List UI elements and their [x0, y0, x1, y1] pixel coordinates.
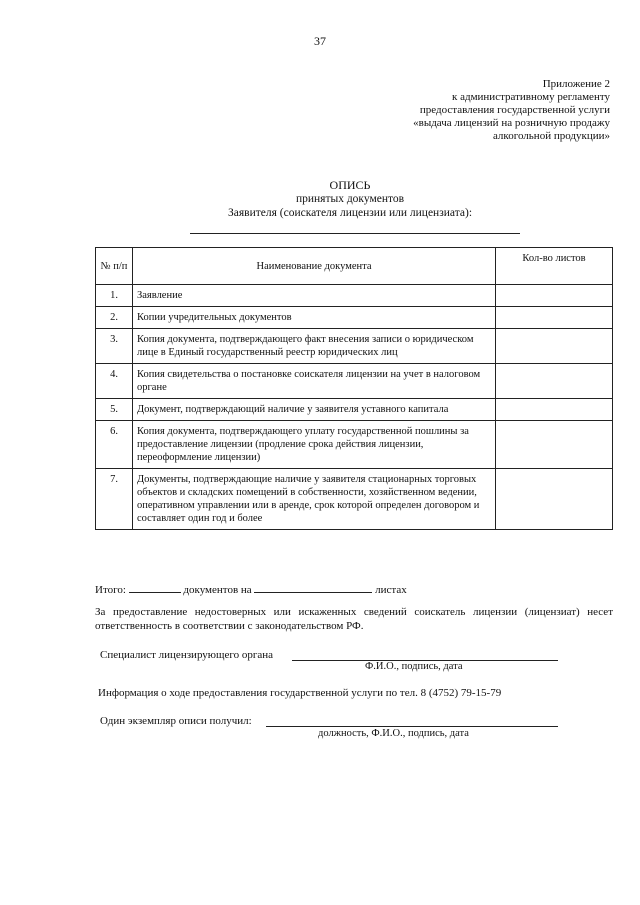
row-count[interactable] [496, 307, 613, 329]
table-row [96, 329, 613, 364]
row-count[interactable] [496, 329, 613, 364]
row-num: 6. [96, 421, 133, 469]
row-count[interactable] [496, 421, 613, 469]
applicant-label: Заявителя (соискателя лицензии или лицензиата): [227, 207, 473, 219]
sheets-count-field[interactable] [254, 582, 372, 593]
row-num: 2. [96, 307, 133, 329]
applicant-input-line[interactable] [190, 233, 520, 234]
responsibility-note: За предоставление недостоверных или искаженных сведений соискатель лицензии (лицензиат) несет ответственность в соответствии с законодательством РФ. [95, 606, 613, 632]
copy-received-hint: должность, Ф.И.О., подпись, дата [318, 728, 469, 739]
row-num: 5. [96, 399, 133, 421]
docs-count-field[interactable] [129, 582, 181, 593]
page-number: 37 [314, 34, 326, 48]
row-num: 7. [96, 469, 133, 530]
row-name: Заявление [133, 285, 496, 307]
appendix-line: к административному регламенту [452, 91, 610, 103]
appendix-line: предоставления государственной услуги [419, 104, 610, 116]
table-row [96, 307, 613, 329]
row-count[interactable] [496, 469, 613, 530]
header-name: Наименование документа [133, 248, 496, 285]
page-title: ОПИСЬ [329, 178, 371, 192]
appendix-line: Приложение 2 [542, 78, 610, 90]
table-row [96, 469, 613, 530]
totals-sheets-text: листах [375, 584, 407, 596]
specialist-hint: Ф.И.О., подпись, дата [365, 661, 463, 672]
specialist-label: Специалист лицензирующего органа [100, 649, 274, 661]
table-row [96, 399, 613, 421]
table-row [96, 285, 613, 307]
appendix-header [290, 78, 610, 143]
row-name: Документ, подтверждающий наличие у заявителя уставного капитала [133, 399, 496, 421]
row-name: Копии учредительных документов [133, 307, 496, 329]
row-name: Копия документа, подтверждающего уплату государственной пошлины за предоставление лицензии (продление срока действия лицензии, переоформление лицензии) [133, 421, 496, 469]
page-subtitle: принятых документов [295, 193, 405, 205]
document-title [150, 178, 550, 220]
row-name: Документы, подтверждающие наличие у заявителя стационарных торговых объектов и складских помещений в собственности, хозяйственном ведении, оперативном управлении или в аренде, срок которой определен договором и составляет один год и более [133, 469, 496, 530]
row-name: Копия документа, подтверждающего факт внесения записи о юридическом лице в Единый государственный реестр юридических лиц [133, 329, 496, 364]
copy-received-label: Один экземпляр описи получил: [100, 715, 252, 727]
header-num: № п/п [96, 248, 133, 285]
row-count[interactable] [496, 364, 613, 399]
appendix-line: алкогольной продукции» [492, 130, 610, 142]
row-name: Копия свидетельства о постановке соискателя лицензии на учет в налоговом органе [133, 364, 496, 399]
totals-label: Итого: [95, 584, 126, 596]
copy-received-signature-line[interactable] [266, 726, 558, 727]
table-row [96, 364, 613, 399]
table-header-row [96, 248, 613, 285]
row-count[interactable] [496, 285, 613, 307]
info-phone: Информация о ходе предоставления государственной услуги по тел. 8 (4752) 79-15-79 [98, 687, 502, 699]
documents-table [95, 247, 613, 530]
totals-docs-text: документов на [183, 584, 252, 596]
totals-line [95, 582, 407, 596]
row-count[interactable] [496, 399, 613, 421]
table-row [96, 421, 613, 469]
row-num: 1. [96, 285, 133, 307]
row-num: 3. [96, 329, 133, 364]
row-num: 4. [96, 364, 133, 399]
appendix-line: «выдача лицензий на розничную продажу [413, 117, 610, 129]
header-count: Кол-во листов [496, 248, 613, 285]
